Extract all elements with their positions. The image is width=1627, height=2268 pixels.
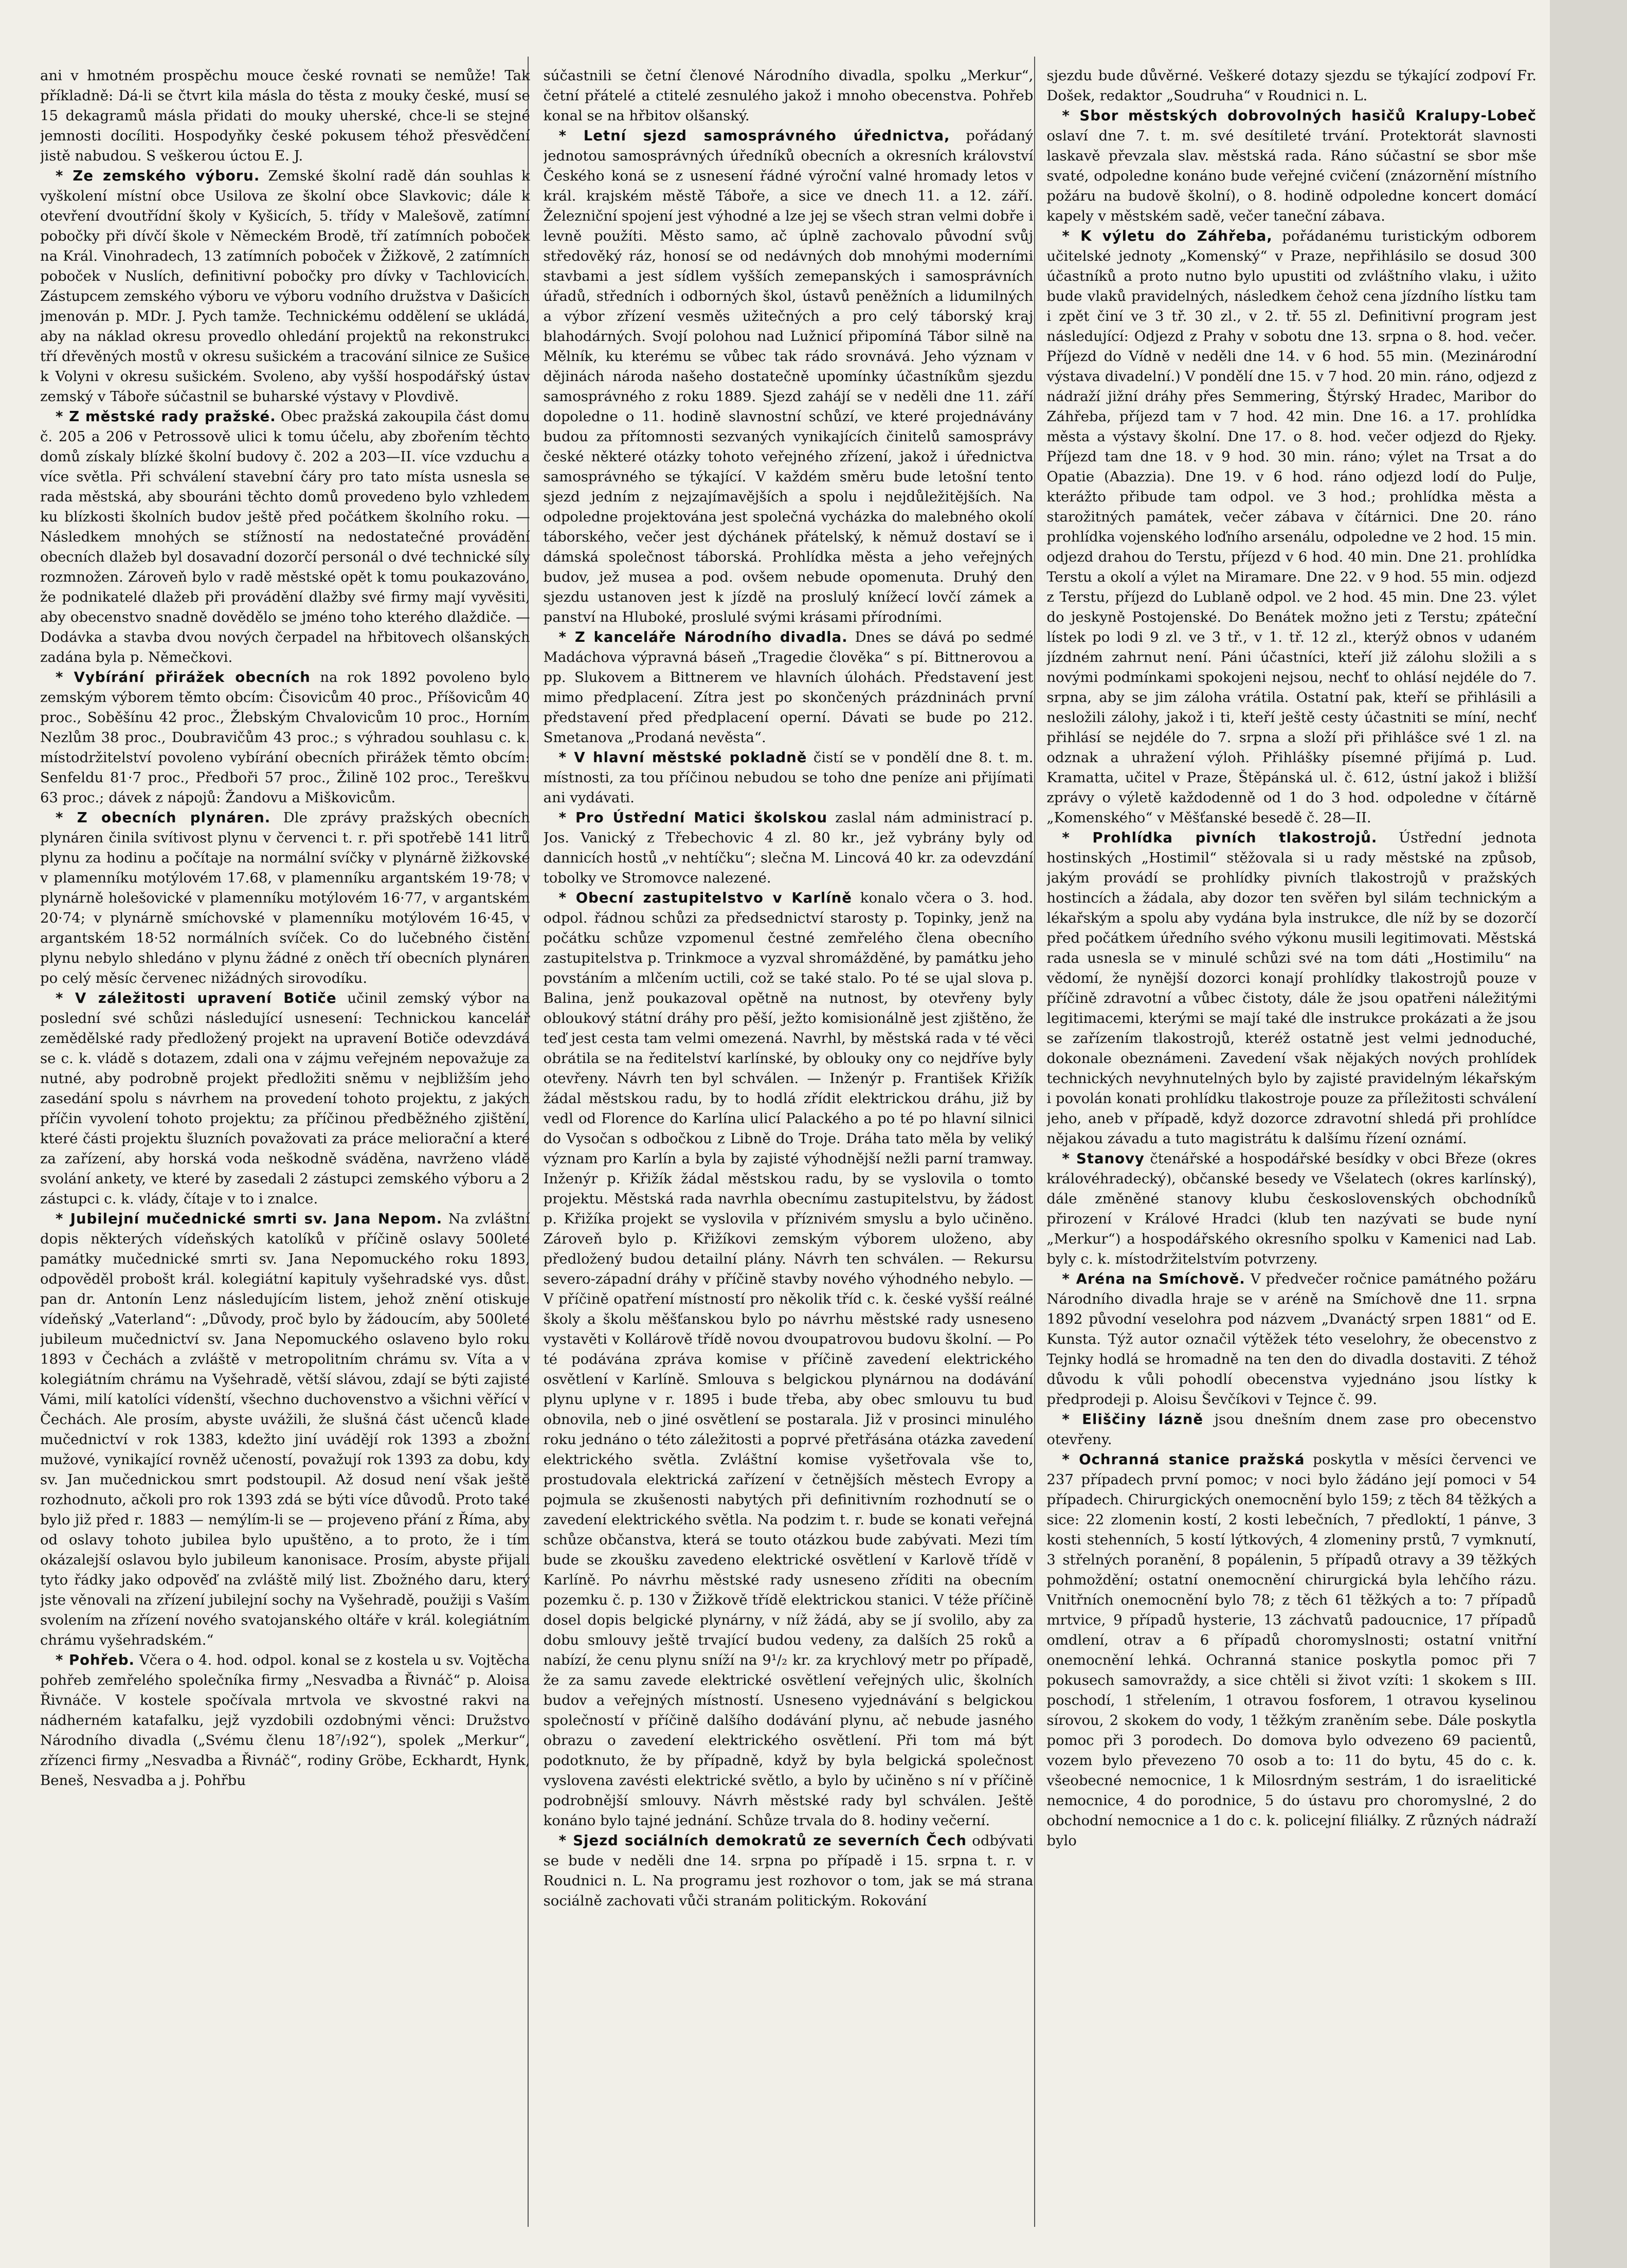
- news-heading: * Z městské rady pražské.: [56, 408, 276, 425]
- column-1: [40, 66, 530, 2221]
- news-item: [544, 66, 1034, 126]
- news-heading: * Vybírání přirážek obecních: [56, 669, 311, 686]
- news-text: konalo včera o 3. hod. odpol. řádnou schůzi za předsednictví starosty p. Topinky, jenž na počátku schůze vzpomenul čestné zemřelého člena obecního zastupitelstva p. Trinkmoce a vyzval shromážděné, by památku jeho povstáním a mlčením uctili, což se také stalo. Po té se ujal slova p. Balina, jenž poukazoval opětně na nutnost, by otevřeny byly obloukový státní dráhy pro pěší, ježto komisionálně jest zjištěno, že teď jest cesta tam velmi omezená. Navrhl, by městská rada v té věci obrátila se na ředitelství karlínské, by oblouky ony co nejdříve byly otevřeny. Návrh ten byl schválen. — Inženýr p. František Křižík žádal městskou radu, by to hodlá zřídit elektrickou dráhu, již by vedl od Florence do Karlína ulicí Palackého a po té po hlavní silnici do Vysočan s odbočkou z Libně do Troje. Dráha tato měla by veliký význam pro Karlín a byla by zajisté výhodnější nežli parní tramway. Inženýr p. Křižík žádal městskou radu, by se vyslovila o tomto projektu. Městská rada navrhla obecnímu zastupitelstvu, by žádost p. Křižíka projekt se vyslovila v příznivém smyslu a bylo učiněno. Zároveň bylo p. Křižíkovi zemským výborem uloženo, aby předložený budou detailní plány. Návrh ten schválen. — Rekursu severo-západní dráhy v příčině stavby nového výhodného nebylo. — V příčině opatření místností pro několik tříd c. k. české vyšší reálné školy a školu měšťanskou bylo po návrhu městské rady usneseno vystavěti v Kollárově třídě novou dvoupatrovou budovu školní. — Po té podávána zpráva komise v příčině zavedení elektrického osvětlení v Karlíně. Smlouva s belgickou plynárnou na dodávání plynu uplyne v r. 1895 i bude třeba, aby obec smlouvu tu buď obnovila, neb o jiné osvětlení se postarala. Již v prosinci minulého roku jednáno o této záležitosti a poprvé přetřásána otázka zavedení elektrického světla. Zvláštní komise vyšetřovala vše to, prostudovala elektrická zařízení v četnějších městech Evropy a pojmula se zkušenosti nabytých při definitivním rozhodnutí se o zavedení elektrického světla. Na podzim t. r. bude se konati veřejná schůze občanstva, která se touto otázkou bude zabývati. Mezi tím bude se zkoušku zavedeno elektrické osvětlení v Karlově třídě v Karlíně. Po návrhu městské rady usneseno zříditi na obecním pozemku č. p. 130 v Žižkově třídě elektrickou stanici. V téže příčině dosel dopis belgické plynárny, v níž žádá, aby se jí svolilo, aby za dobu smlouvy ještě trvající budou vedeny, za dalších 25 roků a nabízí, že cenu plynu sníží na 9¹/₂ kr. za krychlový metr po případě, že za samu zavede elektrické osvětlení veřejných ulic, školních budov a veřejných místností. Usneseno vyjednávání s belgickou společností v příčině dalšího dodávání plynu, ač nebude jasného obrazu o zavedení elektrického osvětlení. Při tom má být podotknuto, že by případně, když by byla belgická společnost vyslovena zavésti elektrické světlo, a bylo by učiněno s ní v příčině podrobnější smlouvy. Návrh městské rady byl schválen. Ještě konáno bylo tajné jednání. Schůze trvala do 8. hodiny večerní.: [543, 890, 1034, 1829]
- news-text: oslaví dne 7. t. m. své desítileté trvání. Protektorát slavnosti laskavě převzala slav. městská rada. Ráno súčastní se sbor mše svaté, odpoledne konáno bude veřejné cvičení (znázornění místního požáru na budově školní), o 8. hodině odpoledne koncert domácí kapely v městském sadě, večer taneční zábava.: [1046, 128, 1537, 224]
- news-text: Ústřední jednota hostinských „Hostimil“ stěžovala si u rady městské na způsob, jakým provádí se prohlídky pivních tlakostrojů v pražských hostincích a žádala, aby dozor ten svěřen byl silám technickým a lékařským a spolu aby vydána byla instrukce, dle níž by se dozorčí před počátkem úředního svého výkonu musili legitimovati. Městská rada usnesla se v minulé schůzi své na tom dáti „Hostimilu“ na vědomí, že nynější dozorci konají prohlídky tlakostrojů pouze v příčině zdravotní a vůbec čistoty, dále že jsou opatřeni náležitými legitimacemi, kterými se mají také dle instrukce prokázati a že jsou se zařízením tlakostrojů, kteréž ostatně jest velmi jednoduché, dokonale obeznámeni. Zavedení však nějakých nových prohlídek technických nevyhnutelných bylo by zajisté pravidelným lékařským i povolán konati prohlídku tlakostroje pouze za příležitosti schválení jeho, aneb v případě, když dozorce zdravotní shledá při prohlídce nějakou závadu a tuto magistrátu k dalšímu řízení oznámí.: [1046, 830, 1537, 1147]
- news-text: Na zvláštní dopis některých vídeňských katolíků v příčině oslavy 500leté památky mučednické smrti sv. Jana Nepomuckého roku 1893, odpověděl probošt král. kolegiátní kapituly vyšehradské vys. důst. pan dr. Antonín Lenz následujícím listem, jehož znění otiskuje vídeňský „Vaterland“: „Důvody, proč bylo by žádoucím, aby 500leté jubileum mučednictví sv. Jana Nepomuckého oslaveno bylo roku 1893 v Čechách a zvláště v metropolitním chrámu sv. Víta a v kolegiátním chrámu na Vyšehradě, větší slávou, zdají se býti zajisté Vámi, milí katolíci vídenští, všechno duchovenstvo a všichni věřící v Čechách. Ale prosím, abyste uvážili, že slušná část učenců klade mučednictví v rok 1383, kdežto jiní uvádějí rok 1393 a zbožní mužové, vynikající rovněž učeností, považují rok 1393 za dobu, kdy sv. Jan mučednickou smrt podstoupil. Až dosud není však ještě rozhodnuto, ačkoli pro rok 1393 zdá se býti více důvodů. Proto také bylo již před r. 1883 — nemýlím-li se — projeveno přání z Říma, aby od oslavy tohoto jubilea bylo upuštěno, a to proto, že i tím okázalejší oslavou bylo jubileum kanonisace. Prosím, abyste přijali tyto řádky jako odpověď na zvláště milý list. Zbožného daru, který jste věnovali na zřízení jubilejní sochy na Vyšehradě, použiji s Vaším svolením na zřízení nového svatojanského oltáře v král. kolegiátním chrámu vyšehradském.“: [40, 1211, 530, 1648]
- news-item: [40, 1209, 530, 1650]
- news-text: jsou dnešním dnem zase pro obecenstvo otevřeny.: [1046, 1411, 1536, 1448]
- news-item: [40, 988, 530, 1209]
- news-heading: * Stanovy: [1062, 1150, 1145, 1167]
- news-item: [40, 808, 530, 988]
- news-item: [40, 407, 530, 668]
- news-text: Včera o 4. hod. odpol. konal se z kostela u sv. Vojtěcha pohřeb zemřelého společníka firmy „Nesvadba a Řivnáč“ p. Aloisa Řivnáče. V kostele spočívala mrtvola ve skvostné rakvi na nádherném katafalku, jejž vyzdobili ozdobnými věnci: Družstvo Národního divadla („Svému členu 18⁷/₁92“), spolek „Merkur“, zřízenci firmy „Nesvadba a Řivnáč“, rodiny Gröbe, Eckhardt, Hynk, Beneš, Nesvadba a j. Pohřbu: [40, 1652, 530, 1789]
- news-item: [544, 808, 1034, 888]
- news-item: [40, 1650, 530, 1791]
- news-text: čistí se v pondělí dne 8. t. m. místnosti, za tou příčinou nebudou se toho dne peníze ani přijímati ani vydávati.: [543, 749, 1034, 806]
- news-heading: * Pohřeb.: [56, 1652, 135, 1668]
- news-item: [1046, 828, 1536, 1149]
- news-item: [40, 166, 530, 407]
- binding-margin: [1550, 0, 1627, 2268]
- news-item: [40, 66, 530, 166]
- news-heading: * Prohlídka pivních tlakostrojů.: [1062, 830, 1378, 846]
- news-text: poskytla v měsíci červenci ve 237 případech první pomoc; v noci bylo žádáno její pomoci v 54 případech. Chirurgických onemocnění bylo 159; z těch 84 těžkých a sice: 22 zlomenin kostí, 2 kosti lebečních, 7 předloktí, 1 pánve, 3 kosti stehenních, 5 kostí lýtkových, 4 zlomeniny prstů, 7 vymknutí, 3 střelných poranění, 8 popálenin, 5 případů otravy a 39 těžkých pohmoždění; ostatní onemocnění chirurgická byla lehčího rázu. Vnitřních onemocnění bylo 78; z těch 61 těžkých a to: 7 případů mrtvice, 9 případů hysterie, 13 záchvatů padoucnice, 17 případů omdlení, otrav a 6 případů choromyslnosti; ostatní vnitřní onemocnění lehká. Ochranná stanice poskytla pomoc při 7 pokusech samovraždy, a sice chtěli si život vzíti: 1 skokem s III. poschodí, 1 střelením, 1 otravou fosforem, 1 otravou kyselinou sírovou, 2 skokem do vody, 1 těžkým zraněním sebe. Dále poskytla pomoc při 3 porodech. Do domova bylo odvezeno 69 pacientů, vozem bylo převezeno 70 osob a to: 11 do bytu, 45 do c. k. všeobecné nemocnice, 1 k Milosrdným sestrám, 1 do israelitické nemocnice, 4 do porodnice, 5 do ústavu pro choromyslné, 2 do obchodní nemocnice a 1 do c. k. policejní filiálky. Z různých nádraží bylo: [1046, 1451, 1537, 1849]
- news-text: zaslal nám administrací p. Jos. Vanický z Třebechovic 4 zl. 80 kr., jež vybrány byly od dannicích hostů „v nehtíčku“; slečna M. Lincová 40 kr. za odevzdání tobolky ve Stromovce nalezené.: [543, 809, 1034, 886]
- news-text: sjezdu bude důvěrné. Veškeré dotazy sjezdu se týkající zodpoví Fr. Došek, redaktor „Soudruha“ v Roudnici n. L.: [1046, 67, 1537, 104]
- news-item: [544, 627, 1034, 748]
- news-heading: * Z obecních plynáren.: [56, 809, 271, 826]
- news-heading: * Ze zemského výboru.: [56, 168, 260, 184]
- news-item: [544, 748, 1034, 808]
- news-heading: * Sjezd sociálních demokratů ze severních Čech: [558, 1832, 967, 1849]
- news-item: [1046, 1149, 1536, 1269]
- news-heading: * K výletu do Záhřeba,: [1062, 228, 1273, 244]
- news-item: [1046, 226, 1536, 828]
- news-item: [1046, 66, 1536, 106]
- news-item: [1046, 106, 1536, 226]
- news-text: odbývati se bude v neděli dne 14. srpna po případě i 15. srpna t. r. v Roudnici n. L. Na programu jest rozhovor o tom, jak se má strana sociálně zachovati vůči stranám politickým. Rokování: [543, 1832, 1034, 1909]
- column-3: [1046, 66, 1536, 2221]
- news-item: [544, 888, 1034, 1831]
- news-text: učinil zemský výbor na poslední své schůzi následující usnesení: Technickou kancelář zemědělské rady předložený projekt na upravení Botiče odevzdává se c. k. vládě s dotazem, zdali ona v zájmu veřejném nepovažuje za nutné, aby podrobně projekt předložiti sněmu v nejbližším jeho zasedání spolu s návrhem na provedení tohoto projektu, z jakých příčin vyvolení tohoto projektu; za příčinou předběžného zjištění, které části projektu šluzních považovati za práce meliorační a které za zařízení, aby horská voda neškodně sváděna, navrženo vládě svolání ankety, ve které by zasedali 2 zástupci zemského výboru a 2 zástupci c. k. vlády, čítaje v to i znalce.: [40, 990, 530, 1207]
- news-heading: * Eliščiny lázně: [1062, 1411, 1204, 1428]
- news-text: V předvečer ročnice památného požáru Národního divadla hraje se v aréně na Smíchově dne 11. srpna 1892 původní veselohra pod názvem „Dvanáctý srpen 1881“ od E. Kunsta. Týž autor označil výtěžek této veselohry, že obecenstvo z Tejnky hodlá se hromadně na ten den do divadla dostaviti. Z téhož důvodu k vůli pohodlí obecenstva vyjednáno jsou lístky k předprodeji p. Aloisu Ševčíkovi v Tejnce č. 99.: [1046, 1271, 1537, 1408]
- news-heading: * Ochranná stanice pražská: [1062, 1451, 1305, 1468]
- news-item: [1046, 1410, 1536, 1450]
- news-heading: * Z kanceláře Národního divadla.: [558, 629, 848, 645]
- article-columns: [40, 66, 1536, 2221]
- news-text: Obec pražská zakoupila část domu č. 205 a 206 v Petrossově ulici k tomu účelu, aby zbořením těchto domů získaly blízké školní budovy č. 202 a 203—II. více vzduchu a více světla. Při schválení stavební čáry pro tato místa usnesla se rada městská, aby sbouráni těchto domů provedeno bylo vzhledem ku blízkosti školních budov ještě před počátkem školního roku. — Následkem mnohých se stížností na nedostatečné provádění obecních dlažeb byl dosavadní dozorčí personál o dvé technické síly rozmnožen. Zároveň bylo v radě městské opět k tomu poukazováno, že podnikatelé dlažeb při provádění dlažby své firmy mají vyvěsiti, aby obecenstvo snadně dovědělo se jméno toho kterého dlaždiče. — Dodávka a stavba dvou nových čerpadel na hřbitovech olšanských zadána byla p. Němečkovi.: [40, 408, 530, 665]
- news-text: Dnes se dává po sedmé Madáchova výpravná báseň „Tragedie člověka“ s pí. Bittnerovou a pp. Slukovem a Bittnerem ve hlavních úlohách. Představení jest mimo předplacení. Zítra jest po skončených prázdninách první představení před předplacení operní. Dávati se bude po 212. Smetanova „Prodaná nevěsta“.: [543, 629, 1034, 746]
- column-2: [544, 66, 1034, 2221]
- news-heading: * Letní sjezd samosprávného úřednictva,: [558, 128, 950, 144]
- news-heading: * Sbor městských dobrovolných hasičů Kralupy-Lobeč: [1062, 107, 1537, 124]
- news-heading: * Pro Ústřední Matici školskou: [558, 809, 828, 826]
- news-heading: * V hlavní městské pokladně: [558, 749, 807, 766]
- news-heading: * Aréna na Smíchově.: [1062, 1271, 1245, 1287]
- news-item: [1046, 1269, 1536, 1410]
- news-text: pořádaný jednotou samosprávných úředníků obecních a okresních království Českého koná se z usnesení řádné výroční valné hromady letos v král. krajském městě Táboře, a sice ve dnech 11. a 12. září. Železniční spojení jest výhodné a lze jej se všech stran velmi dobře i levně použíti. Město samo, ač úplně zachovalo původní svůj středověký ráz, honosí se od nedávných dob mnohými moderními stavbami a jest sídlem vyšších zemepanských i samosprávních úřadů, středních i odborných škol, ústavů peněžních a lidumilných a výbor zřízení vesměs užitečných a pro celý táborský kraj blahodárných. Svojí polohou nad Lužnicí připomíná Tábor silně na Mělník, ku kterému se vůbec tak rádo srovnává. Jeho význam v dějinách národa našeho dostatečně upomínky účastníkům sjezdu samosprávného z roku 1889. Sjezd zahájí se v neděli dne 11. září dopoledne o 11. hodině slavnostní schůzí, ve které projednávány budou za přítomnosti sezvaných vynikajících činitelů samosprávy české některé otázky tohoto veřejného zřízení, jakož i úřednictva samosprávného se týkající. V každém směru bude letošní tento sjezd jedním z nejzajímavějších a spolu i nejdůležitějších. Na odpoledne projektována jest společná vycházka do malebného okolí táborského, večer jest dýchánek přátelský, k němuž dostaví se i dámská společnost táborská. Prohlídka města a jeho veřejných budov, jež musea a pod. ovšem nebude opomenuta. Druhý den sjezdu ustanoven jest k jízdě na proslulý knížecí lovčí zámek a panství na Hluboké, proslulé svými krásami přírodními.: [543, 128, 1034, 625]
- news-text: pořádanému turistickým odborem učitelské jednoty „Komenský“ v Praze, nepřihlásilo se dosud 300 účastníků a proto nutno bylo upustiti od zvláštního vlaku, i užito bude vlaků pravidelných, následkem čehož cena jízdního lístku tam i zpět činí ve 3 tř. 30 zl., v 2. tř. 55 zl. Definitivní program jest následující: Odjezd z Prahy v sobotu dne 13. srpna o 8. hod. večer. Příjezd do Vídně v neděli dne 14. v 6 hod. 55 min. (Mezinárodní výstava divadelní.) V pondělí dne 15. v 7 hod. 20 min. ráno, odjezd z nádraží jižní dráhy přes Semmering, Štýrský Hradec, Maribor do Záhřeba, příjezd tam v 7 hod. 42 min. Dne 16. a 17. prohlídka města a výstavy školní. Dne 17. o 8. hod. večer odjezd do Rjeky. Příjezd tam dne 18. v 9 hod. 30 min. ráno; výlet na Trsat a do Opatie (Abazzia). Dne 19. v 6 hod. ráno odjezd lodí do Pulje, kterážto přibude tam odpol. ve 3 hod.; prohlídka města a starožitných památek, večer zábava v čítárnici. Dne 20. ráno prohlídka vojenského loďního arsenálu, odpoledne ve 2 hod. 15 min. odjezd drahou do Terstu, příjezd v 6 hod. 40 min. Dne 21. prohlídka Terstu a okolí a výlet na Miramare. Dne 22. v 9 hod. 55 min. odjezd z Terstu, příjezd do Lublaně odpol. ve 2 hod. 45 min. Dne 23. výlet do jeskyně Postojenské. Do Benátek možno jeti z Terstu; zpáteční lístek po lodi 9 zl. ve 3 tř., v 1. tř. 12 zl., kterýž obnos v udaném jízdném zahrnut není. Páni účastníci, kteří již zálohu složili a s novými podmínkami spokojeni nejsou, nechť to ohlásí nejdéle do 7. srpna, aby se jim záloha vrátila. Ostatní pak, kteří se přihlásili a nesložili zálohy, jakož i ti, kteří ještě cesty účastniti se míní, nechť přihlásí se nejdéle do 7. srpna a složí při přihlášce své 1 zl. na odznak a uhražení výloh. Přihlášky písemné přijímá p. Lud. Kramatta, učitel v Praze, Štěpánská ul. č. 612, ústní jakož i bližší zprávy o výletě každodenně od 1 do 3 hod. odpoledne v čítárně „Komenského“ v Měšťanské besedě č. 28—II.: [1046, 228, 1537, 826]
- news-item: [544, 1831, 1034, 1911]
- news-heading: * Obecní zastupitelstvo v Karlíně: [558, 890, 852, 906]
- news-heading: * V záležitosti upravení Botiče: [56, 990, 337, 1006]
- news-text: Zemské školní radě dán souhlas k vyškolení místní obce Usilova ze školní obce Slavkovic; dále k otevření dvoutřídní školy v Kyšicích, 5. třídy v Malešově, zatímní pobočky při dívčí škole v Německém Brodě, tří zatímních poboček na Král. Vinohradech, 13 zatímních poboček v Žižkově, 2 zatímních poboček v Nuslích, definitivní pobočky pro dívky v Tachlovicích. Zástupcem zemského výboru ve výboru vodního družstva v Dašicích jmenován p. MDr. J. Pych tamže. Technickému oddělení se ukládá, aby na náklad okresu provedlo ohledání projektů na rekonstrukci tří dřevěných mostů v okresu sušickém a tracování silnice ze Sušice k Volyni v okresu sušickém. Svoleno, aby vyšší hospodářský ústav zemský v Táboře súčastnil se buharské výstavy v Plovdivě.: [40, 168, 530, 405]
- news-text: súčastnili se četní členové Národního divadla, spolku „Merkur“, četní přátelé a ctitelé zesnulého jakož i mnoho obecenstva. Pohřeb konal se na hřbitov olšanský.: [543, 67, 1034, 124]
- news-text: na rok 1892 povoleno bylo zemským výborem těmto obcím: Čisovicům 40 proc., Příšovicům 40 proc., Soběšínu 42 proc., Žlebským Chvalovicům 10 proc., Horním Nezlům 38 proc., Doubravičům 43 proc.; s výhradou souhlasu c. k. místodržitelství povoleno vybírání obecních přirážek těmto obcím: Senfeldu 81·7 proc., Předboři 57 proc., Žilině 102 proc., Tereškvu 63 proc.; dávek z nápojů: Žandovu a Miškovicům.: [40, 669, 530, 806]
- news-item: [40, 668, 530, 808]
- news-text: ani v hmotném prospěchu mouce české rovnati se nemůže! Tak příkladně: Dá-li se čtvrt kila másla do těsta z mouky české, musí se 15 dekagramů másla přidati do mouky uherské, chce-li se stejné jemnosti docíliti. Hospodyňky české pokusem téhož přesvědčení jistě nabudou. S veškerou úctou E. J.: [40, 67, 530, 164]
- news-text: čtenářské a hospodářské besídky v obci Březe (okres královéhradecký), občanské besedy ve Všelatech (okres karlínský), dále změněné stanovy klubu československých obchodníků přirození v Králové Hradci (klub ten nazývati se bude nyní „Merkur“) a hospodářského okresního spolku v Kamenici nad Lab. byly c. k. místodržitelstvím potvrzeny.: [1046, 1150, 1537, 1267]
- news-item: [544, 126, 1034, 627]
- news-heading: * Jubilejní mučednické smrti sv. Jana Nepom.: [56, 1211, 443, 1227]
- news-text: Dle zprávy pražských obecních plynáren činila svítivost plynu v červenci t. r. při spotřebě 141 litrů plynu za hodinu a počítaje na normální svíčky v plynárně žižkovské v plamenníku motýlovém 17.68, v plamenníku argantském 19·78; v plynárně holešovické v plamenníku motýlovém 16·77, v argantském 20·74; v plynárně smíchovské v plamenníku motýlovém 16·45, v argantském 18·52 normálních svíček. Co do lučebného čistění plynu nebylo shledáno v plynu žádné z oněch tří obecních plynáren po celý měsíc červenec nižádných sirovodíku.: [40, 809, 530, 986]
- news-item: [1046, 1450, 1536, 1851]
